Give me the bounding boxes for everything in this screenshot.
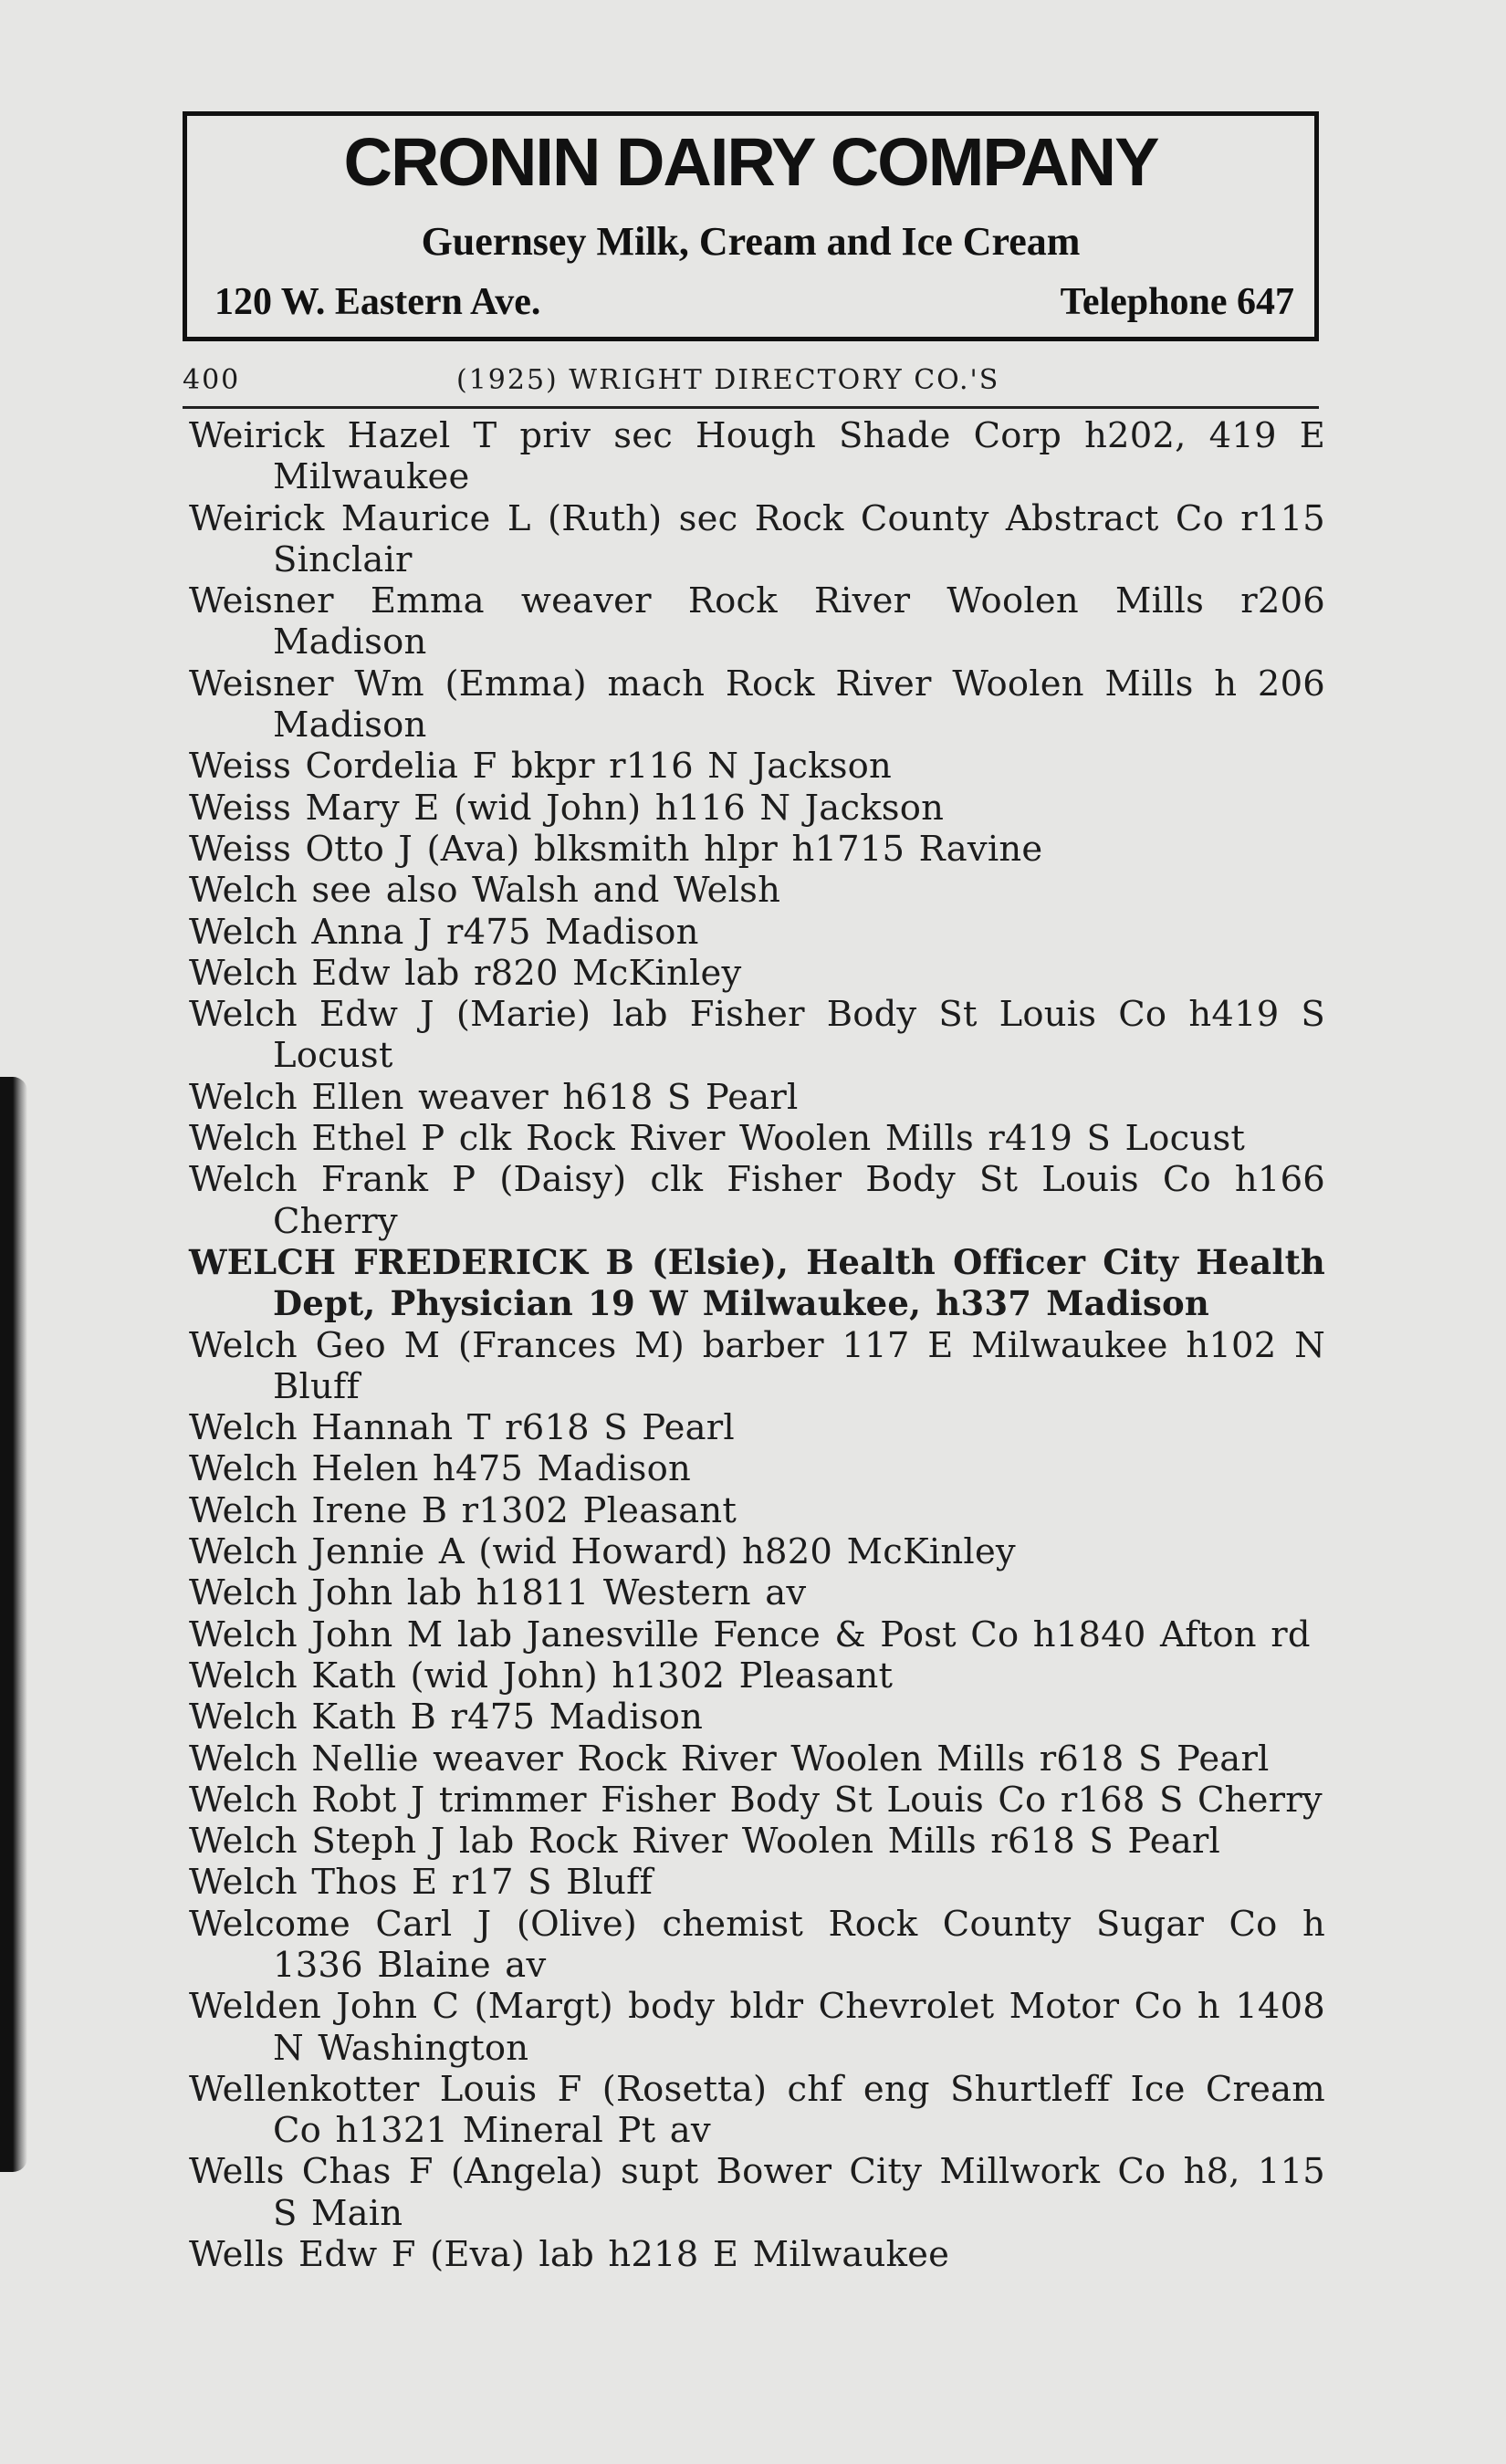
ad-address: 120 W. Eastern Ave. xyxy=(214,281,541,323)
directory-entry: Welcome Carl J (Olive) chemist Rock County Sugar Co h 1336 Blaine av xyxy=(189,1903,1325,1986)
running-header xyxy=(183,360,1319,409)
directory-entry: Weiss Cordelia F bkpr r116 N Jackson xyxy=(189,746,893,788)
directory-entry: Welch Edw J (Marie) lab Fisher Body St Louis Co h419 S Locust xyxy=(189,994,1325,1077)
dairy-advertisement xyxy=(183,111,1319,341)
directory-entry: Weirick Hazel T priv sec Hough Shade Corp h202, 419 E Milwaukee xyxy=(189,415,1325,498)
ad-telephone: Telephone 647 xyxy=(1060,281,1294,323)
directory-entry: Welch Nellie weaver Rock River Woolen Mills r618 S Pearl xyxy=(189,1738,1270,1780)
directory-entry: Welch Helen h475 Madison xyxy=(189,1448,691,1490)
directory-entry: Welch Geo M (Frances M) barber 117 E Milwaukee h102 N Bluff xyxy=(189,1324,1325,1407)
directory-entry: Welch Ellen weaver h618 S Pearl xyxy=(189,1076,799,1118)
directory-listing xyxy=(189,415,1325,2275)
directory-entry: Welch John M lab Janesville Fence & Post Co h1840 Afton rd xyxy=(189,1613,1311,1655)
page-binding-edge xyxy=(0,1077,27,2172)
directory-entry: Welch Kath (wid John) h1302 Pleasant xyxy=(189,1655,894,1697)
directory-entry: Weiss Mary E (wid John) h116 N Jackson xyxy=(189,787,945,829)
directory-entry: Wellenkotter Louis F (Rosetta) chf eng Shurtleff Ice Cream Co h1321 Mineral Pt av xyxy=(189,2068,1325,2152)
directory-entry: Welch Irene B r1302 Pleasant xyxy=(189,1489,737,1531)
directory-entry: Welch Steph J lab Rock River Woolen Mills r618 S Pearl xyxy=(189,1821,1221,1863)
directory-entry: Welch Frank P (Daisy) clk Fisher Body St Louis Co h166 Cherry xyxy=(189,1159,1325,1242)
directory-entry: Wells Edw F (Eva) lab h218 E Milwaukee xyxy=(189,2234,950,2276)
directory-entry: Weisner Wm (Emma) mach Rock River Woolen Mills h 206 Madison xyxy=(189,663,1325,747)
directory-entry: Weirick Maurice L (Ruth) sec Rock County Abstract Co r115 Sinclair xyxy=(189,497,1325,580)
directory-entry: Welch Jennie A (wid Howard) h820 McKinley xyxy=(189,1531,1016,1573)
ad-products: Guernsey Milk, Cream and Ice Cream xyxy=(421,219,1081,264)
directory-entry: Welch Ethel P clk Rock River Woolen Mills r419 S Locust xyxy=(189,1118,1246,1160)
page-number: 400 xyxy=(183,364,241,396)
publisher-title: (1925) WRIGHT DIRECTORY CO.'S xyxy=(456,364,1000,396)
directory-entry: Welch John lab h1811 Western av xyxy=(189,1572,807,1614)
directory-entry: Welch Thos E r17 S Bluff xyxy=(189,1862,654,1904)
directory-entry: Welden John C (Margt) body bldr Chevrolet Motor Co h 1408 N Washington xyxy=(189,1986,1325,2069)
directory-entry: Welch Kath B r475 Madison xyxy=(189,1697,704,1738)
directory-entry: Wells Chas F (Angela) supt Bower City Millwork Co h8, 115 S Main xyxy=(189,2151,1325,2234)
directory-entry: Welch Anna J r475 Madison xyxy=(189,911,699,953)
directory-entry: Welch Edw lab r820 McKinley xyxy=(189,952,742,994)
directory-entry: Weisner Emma weaver Rock River Woolen Mills r206 Madison xyxy=(189,580,1325,663)
directory-entry: Welch see also Walsh and Welsh xyxy=(189,870,781,912)
directory-entry: Weiss Otto J (Ava) blksmith hlpr h1715 Ravine xyxy=(189,828,1043,870)
ad-company-name: CRONIN DAIRY COMPANY xyxy=(343,124,1158,200)
directory-entry: Welch Hannah T r618 S Pearl xyxy=(189,1407,735,1449)
directory-entry-featured: WELCH FREDERICK B (Elsie), Health Officer City Health Dept, Physician 19 W Milwaukee, h337 Madison xyxy=(189,1241,1325,1324)
directory-entry: Welch Robt J trimmer Fisher Body St Louis Co r168 S Cherry xyxy=(189,1779,1323,1821)
